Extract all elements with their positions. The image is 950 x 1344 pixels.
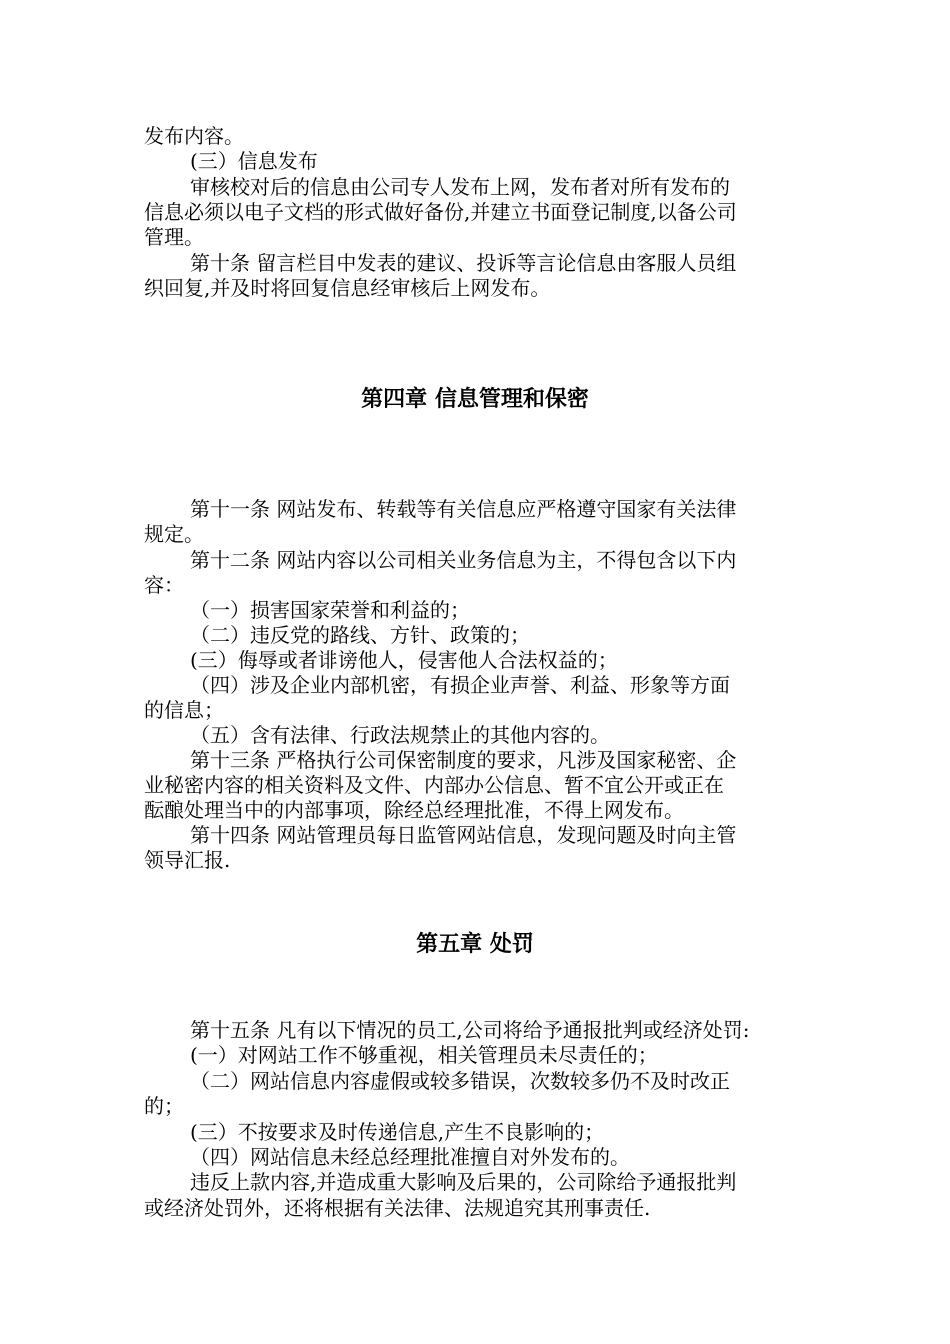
text-line: 第十二条 网站内容以公司相关业务信息为主，不得包含以下内 — [190, 548, 737, 572]
text-line: (三）不按要求及时传递信息,产生不良影响的； — [190, 1120, 605, 1144]
text-line: 领导汇报. — [144, 848, 231, 872]
text-line: （一）损害国家荣誉和利益的； — [190, 598, 470, 622]
text-line: 规定。 — [144, 522, 204, 546]
text-line: 或经济处罚外，还将根据有关法律、法规追究其刑事责任. — [144, 1196, 651, 1220]
text-line: （五）含有法律、行政法规禁止的其他内容的。 — [190, 723, 610, 747]
text-line: （二）网站信息内容虚假或较多错误，次数较多仍不及时改正 — [190, 1069, 730, 1093]
text-line: 第十三条 严格执行公司保密制度的要求，凡涉及国家秘密、企 — [190, 748, 737, 772]
text-line: 酝酿处理当中的内部事项，除经总经理批准，不得上网发布。 — [144, 798, 684, 822]
text-line: 容： — [144, 573, 184, 597]
text-line: （二）违反党的路线、方针、政策的； — [190, 623, 530, 647]
text-line: (一）对网站工作不够重视，相关管理员未尽责任的； — [190, 1043, 658, 1067]
text-line: 业秘密内容的相关资料及文件、内部办公信息、暂不宜公开或正在 — [144, 773, 724, 797]
text-line: 违反上款内容,并造成重大影响及后果的，公司除给予通报批判 — [190, 1170, 737, 1194]
text-line: 第十一条 网站发布、转载等有关信息应严格遵守国家有关法律 — [190, 497, 737, 521]
text-line: 第十条 留言栏目中发表的建议、投诉等言论信息由客服人员组 — [190, 251, 737, 275]
text-line: （四）网站信息未经总经理批准擅自对外发布的。 — [190, 1145, 630, 1169]
text-line: 审核校对后的信息由公司专人发布上网，发布者对所有发布的 — [190, 175, 730, 199]
text-line: 发布内容。 — [144, 124, 244, 148]
chapter4-heading: 第四章 信息管理和保密 — [361, 387, 589, 412]
text-line: 信息必须以电子文档的形式做好备份,并建立书面登记制度,以备公司 — [144, 200, 737, 224]
text-line: 的； — [144, 1094, 184, 1118]
text-line: 的信息； — [144, 698, 224, 722]
text-line: 织回复,并及时将回复信息经审核后上网发布。 — [144, 276, 551, 300]
text-line: （四）涉及企业内部机密，有损企业声誉、利益、形象等方面 — [190, 673, 730, 697]
text-line: 管理。 — [144, 225, 204, 249]
text-line: (三）信息发布 — [190, 149, 318, 173]
text-line: 第十四条 网站管理员每日监管网站信息，发现问题及时向主管 — [190, 823, 737, 847]
chapter5-heading: 第五章 处罚 — [416, 932, 534, 957]
text-line: (三）侮辱或者诽谤他人，侵害他人合法权益的； — [190, 648, 618, 672]
text-line: 第十五条 凡有以下情况的员工,公司将给予通报批判或经济处罚: — [190, 1018, 750, 1042]
